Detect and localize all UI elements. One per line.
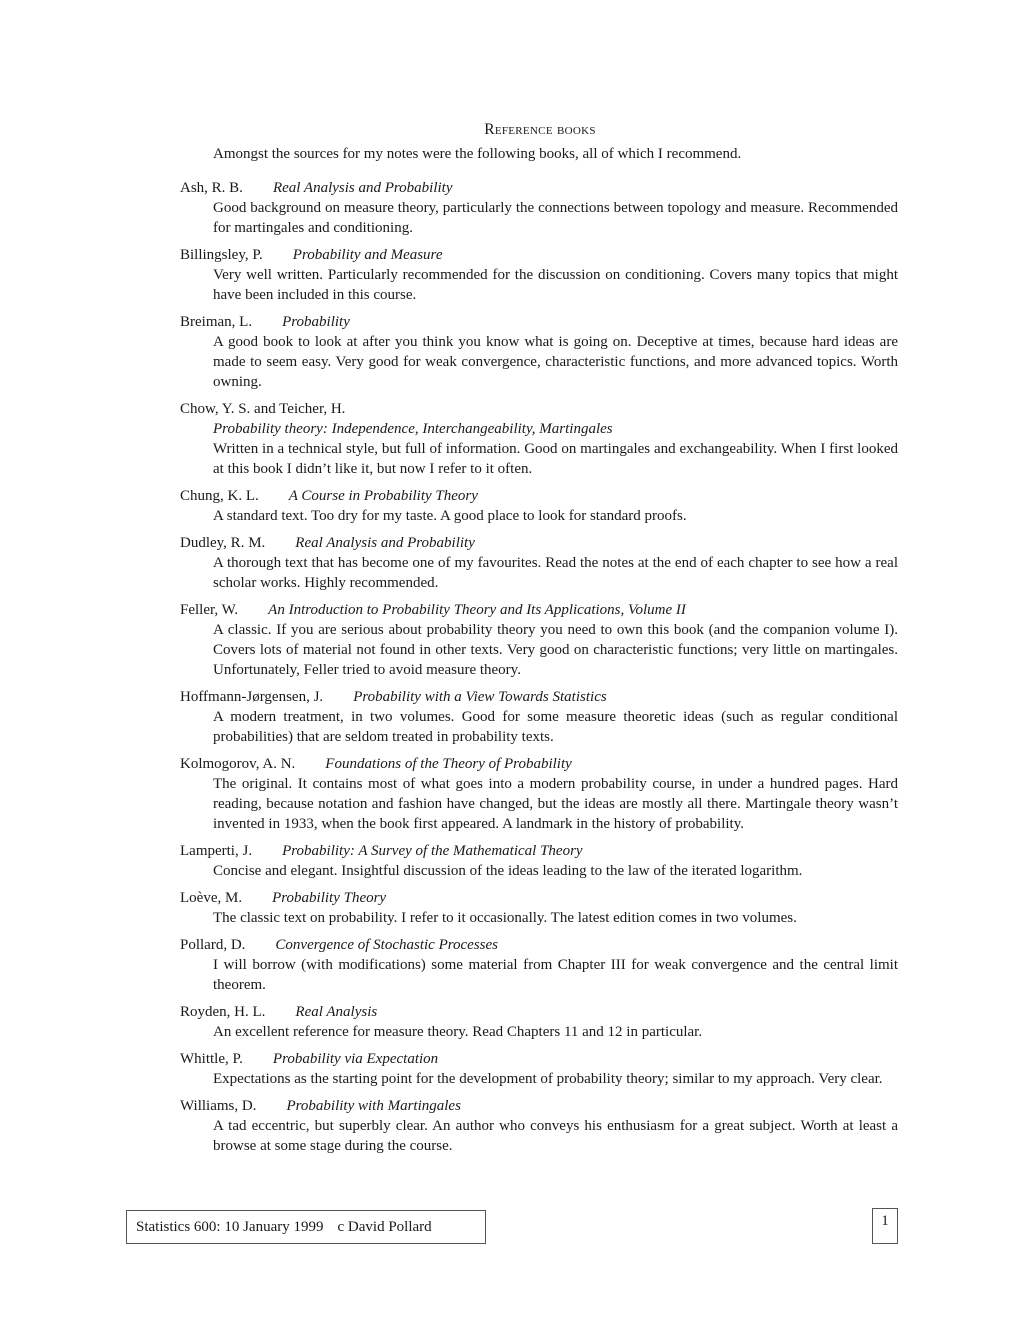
ref-author: Whittle, P.: [180, 1051, 243, 1067]
ref-description: I will borrow (with modifications) some material from Chapter III for weak convergence and the central limit theorem.: [213, 957, 898, 993]
reference-entry: [180, 1096, 898, 1156]
intro-text: Amongst the sources for my notes were the following books, all of which I recommend.: [213, 146, 742, 162]
reference-entry: [180, 178, 898, 238]
ref-title: Probability: A Survey of the Mathematical Theory: [282, 843, 583, 859]
ref-author: Feller, W.: [180, 602, 239, 618]
ref-author: Hoffmann-Jørgensen, J.: [180, 689, 324, 705]
reference-entry: [180, 687, 898, 747]
reference-entry: [180, 841, 898, 881]
ref-title: Real Analysis: [295, 1004, 378, 1020]
ref-description: A modern treatment, in two volumes. Good for some measure theoretic ideas (such as regular conditional probabilities) that are seldom treated in probability texts.: [213, 709, 898, 745]
ref-title: Probability theory: Independence, Interchangeability, Martingales: [213, 421, 613, 437]
ref-title: Probability via Expectation: [272, 1051, 439, 1067]
ref-title: Foundations of the Theory of Probability: [325, 756, 572, 772]
ref-author: Breiman, L.: [180, 314, 253, 330]
reference-entry: [180, 935, 898, 995]
reference-entry: [180, 245, 898, 305]
footer-copyright: c David Pollard: [337, 1218, 432, 1235]
reference-entry: [180, 600, 898, 680]
page-number: 1: [872, 1208, 898, 1244]
ref-author: Royden, H. L.: [180, 1004, 266, 1020]
ref-author: Williams, D.: [180, 1098, 257, 1114]
ref-title: Real Analysis and Probability: [295, 535, 475, 551]
reference-entry: [180, 399, 898, 479]
ref-description: The original. It contains most of what goes into a modern probability course, in under a hundred pages. Hard reading, because notation and fashion have changed, but the ideas are mostly all there. Martingale theory wasn’t invented in 1933, when the book first appeared. A landmark in the history of probability.: [213, 776, 898, 832]
reference-entry: [180, 1002, 898, 1042]
ref-author: Chung, K. L.: [180, 488, 259, 504]
ref-description: Expectations as the starting point for the development of probability theory; similar to my approach. Very clear.: [213, 1071, 883, 1087]
ref-description: The classic text on probability. I refer to it occasionally. The latest edition comes in two volumes.: [213, 910, 797, 926]
ref-title: Probability with a View Towards Statistics: [353, 689, 607, 705]
ref-description: A good book to look at after you think you know what is going on. Deceptive at times, because hard ideas are made to seem easy. Very good for weak convergence, characteristic functions, and more advanced topics. Worth owning.: [213, 334, 898, 390]
reference-entry: [180, 888, 898, 928]
ref-title: A Course in Probability Theory: [288, 488, 478, 504]
ref-author: Loève, M.: [180, 890, 243, 906]
ref-title: An Introduction to Probability Theory and Its Applications, Volume II: [268, 602, 686, 618]
ref-title: Real Analysis and Probability: [272, 180, 453, 196]
ref-description: A standard text. Too dry for my taste. A good place to look for standard proofs.: [213, 508, 687, 524]
ref-author: Billingsley, P.: [180, 247, 263, 263]
ref-author: Dudley, R. M.: [180, 535, 266, 551]
footer-box: [126, 1210, 486, 1244]
ref-author: Kolmogorov, A. N.: [180, 756, 296, 772]
reference-entry: [180, 1049, 898, 1089]
reference-entry: [180, 754, 898, 834]
ref-author: Lamperti, J.: [180, 843, 253, 859]
ref-description: Written in a technical style, but full of information. Good on martingales and exchangeability. When I first looked at this book I didn’t like it, but now I refer to it often.: [213, 441, 898, 477]
reference-entry: [180, 533, 898, 593]
ref-description: A thorough text that has become one of my favourites. Read the notes at the end of each chapter to see how a real scholar works. Highly recommended.: [213, 555, 898, 591]
reference-entry: [180, 486, 898, 526]
page-title: Reference books: [484, 121, 596, 138]
ref-title: Probability Theory: [272, 890, 387, 906]
ref-description: An excellent reference for measure theory. Read Chapters 11 and 12 in particular.: [213, 1024, 703, 1040]
ref-author: Chow, Y. S. and Teicher, H.: [180, 401, 346, 417]
ref-title: Convergence of Stochastic Processes: [275, 937, 498, 953]
ref-description: A tad eccentric, but superbly clear. An author who conveys his enthusiasm for a great subject. Worth at least a browse at some stage during the course.: [213, 1118, 898, 1154]
ref-description: Concise and elegant. Insightful discussion of the ideas leading to the law of the iterated logarithm.: [213, 863, 803, 879]
ref-author: Ash, R. B.: [180, 180, 243, 196]
ref-description: A classic. If you are serious about probability theory you need to own this book (and the companion volume I). Covers lots of material not found in other texts. Very good on characteristic functions; very little on martingales. Unfortunately, Feller tried to avoid measure theory.: [213, 622, 898, 678]
ref-description: Good background on measure theory, particularly the connections between topology and measure. Recommended for martingales and conditioning.: [213, 200, 898, 236]
reference-list: [180, 178, 898, 1163]
footer-course: Statistics 600: 10 January 1999: [136, 1218, 324, 1235]
ref-title: Probability and Measure: [292, 247, 443, 263]
ref-title: Probability with Martingales: [286, 1098, 461, 1114]
ref-title: Probability: [282, 314, 350, 330]
ref-author: Pollard, D.: [180, 937, 246, 953]
reference-entry: [180, 312, 898, 392]
ref-description: Very well written. Particularly recommended for the discussion on conditioning. Covers many topics that might have been included in this course.: [213, 267, 898, 303]
